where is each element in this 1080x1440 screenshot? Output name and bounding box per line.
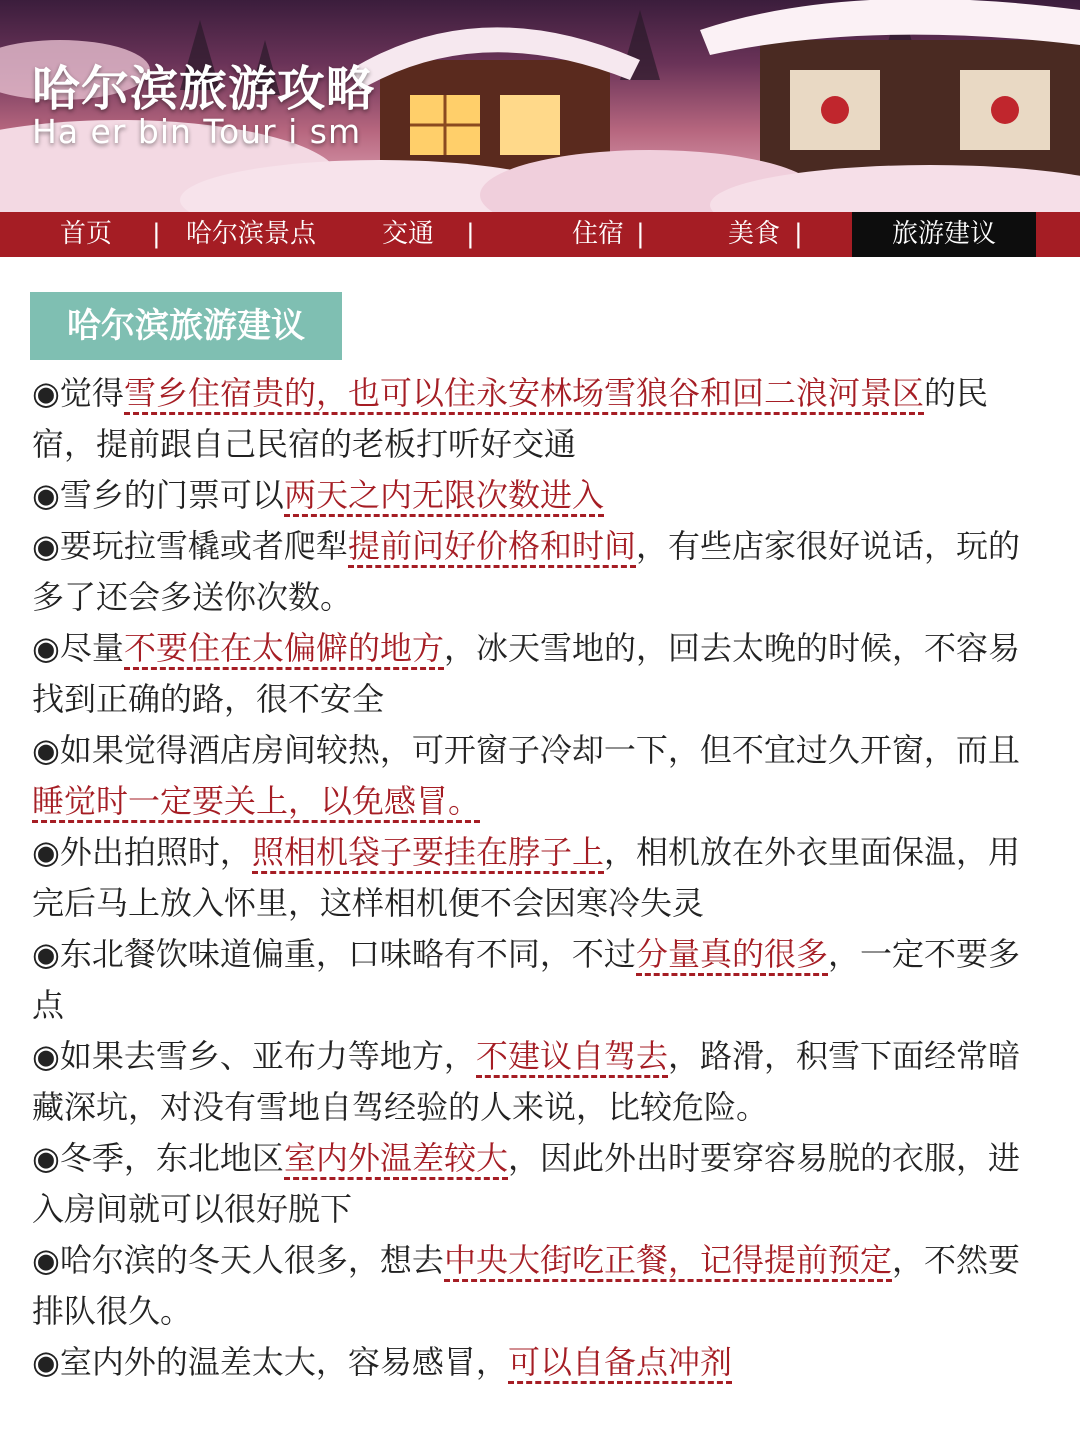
tip-text: 室内外的温差太大，容易感冒， (59, 1343, 508, 1381)
tip-item (32, 623, 1048, 725)
tip-item (32, 521, 1048, 623)
nav-item-travel-tips[interactable]: 旅游建议 (852, 212, 1036, 257)
tip-text: 要玩拉雪橇或者爬犁 (59, 527, 348, 565)
tips-list (32, 368, 1048, 1388)
tip-text: 外出拍照时， (59, 833, 252, 871)
tip-item (32, 827, 1048, 929)
bullet-icon: ◉ (32, 833, 60, 871)
bullet-icon: ◉ (32, 1241, 60, 1279)
bullet-icon: ◉ (32, 731, 60, 769)
tip-text: ，不然要排队很久。 (32, 1241, 1020, 1330)
bullet-icon: ◉ (32, 527, 60, 565)
tip-text: ，相机放在外衣里面保温，用完后马上放入怀里，这样相机便不会因寒冷失灵 (32, 833, 1020, 922)
tip-text: 冬季，东北地区 (59, 1139, 284, 1177)
nav-separator: | (152, 219, 161, 249)
tip-highlight: 两天之内无限次数进入 (284, 476, 604, 517)
hero-banner (0, 0, 1080, 212)
tip-text: ，因此外出时要穿容易脱的衣服，进入房间就可以很好脱下 (32, 1139, 1020, 1228)
tip-text: 东北餐饮味道偏重，口味略有不同，不过 (59, 935, 636, 973)
tip-text: 雪乡的门票可以 (59, 476, 284, 514)
tip-item (32, 368, 1048, 470)
tip-item (32, 1133, 1048, 1235)
tip-highlight: 可以自备点冲剂 (508, 1343, 732, 1384)
bullet-icon: ◉ (32, 1139, 60, 1177)
tip-text: ，路滑，积雪下面经常暗藏深坑，对没有雪地自驾经验的人来说，比较危险。 (32, 1037, 1020, 1126)
tip-highlight: 中央大街吃正餐，记得提前预定 (444, 1241, 892, 1282)
tip-item (32, 1031, 1048, 1133)
tip-text: 尽量 (59, 629, 124, 667)
nav-item-transport[interactable]: 交通 (382, 219, 435, 249)
tip-highlight: 不要住在太偏僻的地方 (124, 629, 444, 670)
tip-highlight: 室内外温差较大 (284, 1139, 508, 1180)
tip-highlight: 睡觉时一定要关上，以免感冒。 (32, 782, 480, 823)
nav-separator: | (466, 219, 475, 249)
tip-text: 如果觉得酒店房间较热，可开窗子冷却一下，但不宜过久开窗，而且 (59, 731, 1020, 769)
nav-separator: | (636, 219, 645, 249)
tip-highlight: 提前问好价格和时间 (348, 527, 636, 568)
tip-text: ，一定不要多点 (32, 935, 1020, 1024)
tip-item (32, 1337, 1048, 1388)
tip-text: 如果去雪乡、亚布力等地方， (59, 1037, 476, 1075)
tip-item (32, 470, 1048, 521)
tip-text: ，有些店家很好说话，玩的多了还会多送你次数。 (32, 527, 1020, 616)
tip-item (32, 929, 1048, 1031)
page-subtitle: Ha er bin Tour i sm (32, 112, 362, 151)
bullet-icon: ◉ (32, 1343, 60, 1381)
tip-item (32, 725, 1048, 827)
bullet-icon: ◉ (32, 374, 60, 412)
bullet-icon: ◉ (32, 629, 60, 667)
nav-item-home[interactable]: 首页 (60, 219, 113, 249)
tip-highlight: 雪乡住宿贵的，也可以住永安林场雪狼谷和回二浪河景区 (124, 374, 924, 415)
tip-highlight: 照相机袋子要挂在脖子上 (252, 833, 604, 874)
nav-item-lodging[interactable]: 住宿 (572, 219, 625, 249)
nav-item-attractions[interactable]: 哈尔滨景点 (186, 219, 317, 249)
tip-text: 哈尔滨的冬天人很多，想去 (59, 1241, 444, 1279)
tip-highlight: 不建议自驾去 (476, 1037, 668, 1078)
tip-text: 的民宿，提前跟自己民宿的老板打听好交通 (32, 374, 988, 463)
section-title: 哈尔滨旅游建议 (30, 292, 342, 360)
tip-text: ，冰天雪地的，回去太晚的时候，不容易找到正确的路，很不安全 (32, 629, 1020, 718)
tip-text: 觉得 (59, 374, 124, 412)
nav-item-food[interactable]: 美食 (728, 219, 781, 249)
bullet-icon: ◉ (32, 476, 60, 514)
nav-bar (0, 212, 1080, 257)
bullet-icon: ◉ (32, 1037, 60, 1075)
tip-item (32, 1235, 1048, 1337)
nav-separator: | (794, 219, 803, 249)
bullet-icon: ◉ (32, 935, 60, 973)
page-title: 哈尔滨旅游攻略 (32, 61, 376, 117)
tip-highlight: 分量真的很多 (636, 935, 828, 976)
